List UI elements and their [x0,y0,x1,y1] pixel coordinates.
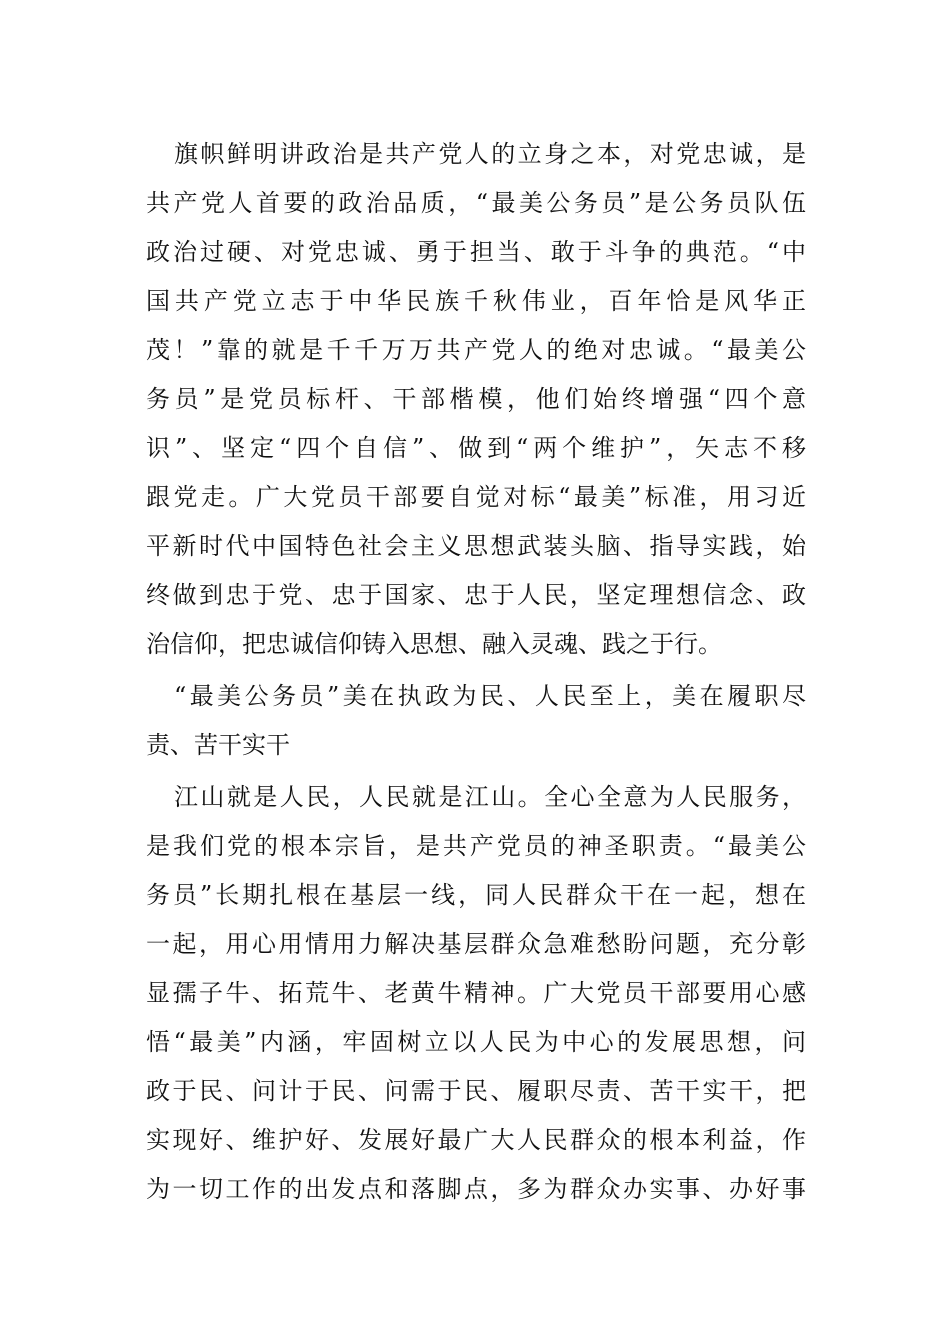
paragraph-1-line-3: 政治过硬、对党忠诚、勇于担当、敢于斗争的典范。“中 [146,238,806,266]
paragraph-1-line-1: 旗帜鲜明讲政治是共产党人的立身之本，对党忠诚，是 [174,140,806,168]
paragraph-2-line-3: 务员”长期扎根在基层一线，同人民群众干在一起，想在 [146,881,806,909]
paragraph-2-line-2: 是我们党的根本宗旨，是共产党员的神圣职责。“最美公 [146,832,806,860]
paragraph-1-line-2: 共产党人首要的政治品质，“最美公务员”是公务员队伍 [146,189,806,217]
paragraph-1-line-9: 平新时代中国特色社会主义思想武装头脑、指导实践，始 [146,532,806,560]
paragraph-2-line-8: 实现好、维护好、发展好最广大人民群众的根本利益，作 [146,1126,806,1154]
paragraph-1-line-5: 茂！”靠的就是千千万万共产党人的绝对忠诚。“最美公 [146,336,806,364]
paragraph-1-line-8: 跟党走。广大党员干部要自觉对标“最美”标准，用习近 [146,483,806,511]
paragraph-2-line-4: 一起，用心用情用力解决基层群众急难愁盼问题，充分彰 [146,930,806,958]
paragraph-2-line-9: 为一切工作的出发点和落脚点，多为群众办实事、办好事 [146,1175,806,1203]
paragraph-1-line-7: 识”、坚定“四个自信”、做到“两个维护”，矢志不移 [146,434,806,462]
heading-line-2: 责、苦干实干 [146,731,290,759]
paragraph-1-line-4: 国共产党立志于中华民族千秋伟业，百年恰是风华正 [146,287,806,315]
paragraph-2-line-7: 政于民、问计于民、问需于民、履职尽责、苦干实干，把 [146,1077,806,1105]
paragraph-2-line-5: 显孺子牛、拓荒牛、老黄牛精神。广大党员干部要用心感 [146,979,806,1007]
paragraph-2-line-1: 江山就是人民，人民就是江山。全心全意为人民服务， [174,783,806,811]
paragraph-1-line-6: 务员”是党员标杆、干部楷模，他们始终增强“四个意 [146,385,806,413]
paragraph-1-line-11: 治信仰，把忠诚信仰铸入思想、融入灵魂、践之于行。 [146,630,722,658]
heading-line-1: “最美公务员”美在执政为民、人民至上，美在履职尽 [174,682,806,710]
paragraph-2-line-6: 悟“最美”内涵，牢固树立以人民为中心的发展思想，问 [146,1028,806,1056]
paragraph-1-line-10: 终做到忠于党、忠于国家、忠于人民，坚定理想信念、政 [146,581,806,609]
